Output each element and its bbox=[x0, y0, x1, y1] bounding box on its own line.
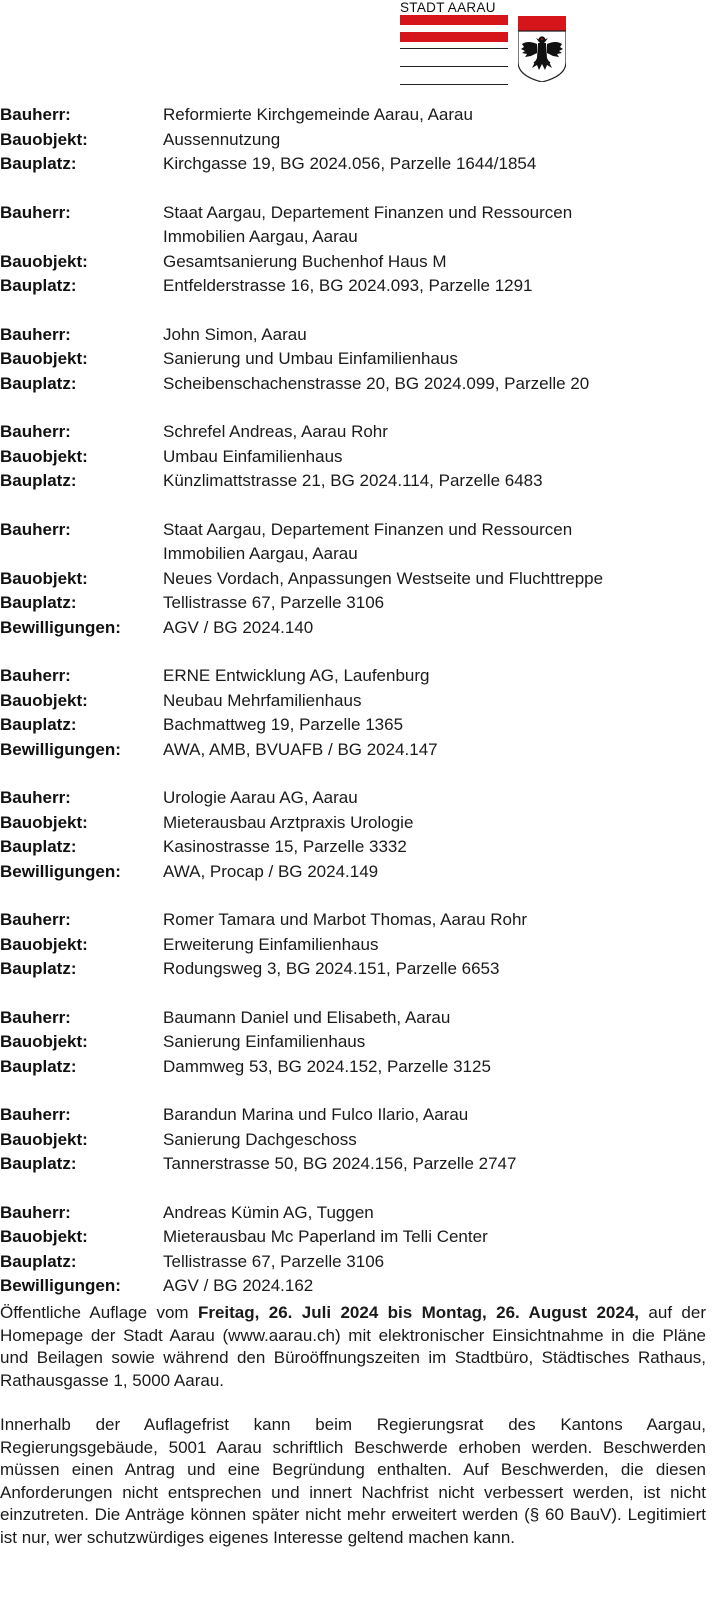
logo-rule-1 bbox=[400, 48, 508, 49]
notice-intro: Öffentliche Auflage vom bbox=[0, 1303, 198, 1322]
bewilligungen-value: AWA, Procap / BG 2024.149 bbox=[163, 861, 379, 881]
bauobjekt-label: Bauobjekt: bbox=[0, 934, 88, 954]
bauherr-label: Bauherr: bbox=[0, 519, 71, 539]
notice-details: auf der Homepage der Stadt Aarau (www.aarau.ch) mit elektronischer Einsichtnahme in die Pläne und Beilagen sowie während den Büroöffnungszeiten im Stadtbüro, Städtisches Rathaus, Rathausgasse 1, 5000 Aarau. bbox=[0, 1303, 706, 1390]
bewilligungen-value: AWA, AMB, BVUAFB / BG 2024.147 bbox=[163, 739, 438, 759]
appeal-paragraph: Innerhalb der Auflagefrist kann beim Regierungsrat des Kantons Aargau, Regierungsgebäude, 5001 Aarau schriftlich Beschwerde erhoben werden. Beschwerden müssen einen Antrag und eine Begründung enthalten. Auf Beschwerden, die diesen Anforderungen nicht entsprechen und innert Nachfrist nicht verbessert werden, ist nicht einzutreten. Die Anträge können später nicht mehr erweitert werden (§ 60 BauV). Legitimiert ist nur, wer schutzwürdiges eigenes Interesse geltend machen kann. bbox=[0, 1415, 706, 1547]
bauobjekt-value: Neubau Mehrfamilienhaus bbox=[163, 690, 362, 710]
bauherr-value: Barandun Marina und Fulco Ilario, Aarau bbox=[163, 1105, 469, 1124]
bauherr-label: Bauherr: bbox=[0, 422, 71, 441]
bauherr-label: Bauherr: bbox=[0, 202, 71, 222]
bauherr-value: John Simon, Aarau bbox=[163, 324, 307, 344]
bauobjekt-value: Sanierung Dachgeschoss bbox=[163, 1129, 357, 1149]
bauplatz-label: Bauplatz: bbox=[0, 837, 77, 856]
bauherr-value: Schrefel Andreas, Aarau Rohr bbox=[163, 422, 388, 441]
permit-entry bbox=[0, 908, 719, 982]
bauobjekt-label: Bauobjekt: bbox=[0, 568, 88, 588]
bauplatz-value: Dammweg 53, BG 2024.152, Parzelle 3125 bbox=[163, 1056, 491, 1076]
bauplatz-label: Bauplatz: bbox=[0, 276, 77, 295]
permit-entry bbox=[0, 786, 719, 884]
bauherr-label: Bauherr: bbox=[0, 324, 71, 344]
aarau-eagle-coat-of-arms-icon bbox=[518, 16, 566, 82]
bauplatz-label: Bauplatz: bbox=[0, 959, 77, 978]
permit-entry bbox=[0, 201, 719, 299]
bauherr-value: Andreas Kümin AG, Tuggen bbox=[163, 1202, 374, 1222]
bauherr-label: Bauherr: bbox=[0, 105, 71, 124]
notice-section bbox=[0, 1302, 706, 1571]
bauobjekt-label: Bauobjekt: bbox=[0, 1032, 88, 1051]
bauherr-value: Urologie Aarau AG, Aarau bbox=[163, 788, 358, 807]
permit-entry bbox=[0, 1006, 719, 1080]
bauplatz-label: Bauplatz: bbox=[0, 471, 77, 490]
logo-rule-3 bbox=[400, 84, 508, 85]
bauherr-value: Staat Aargau, Departement Finanzen und Ressourcen bbox=[163, 519, 573, 539]
bauobjekt-value: Neues Vordach, Anpassungen Westseite und Fluchttreppe bbox=[163, 568, 604, 588]
bauherr-label: Bauherr: bbox=[0, 910, 71, 929]
bauplatz-value: Tellistrasse 67, Parzelle 3106 bbox=[163, 593, 385, 612]
logo-rule-2 bbox=[400, 66, 508, 67]
bauplatz-value: Künzlimattstrasse 21, BG 2024.114, Parzelle 6483 bbox=[163, 471, 543, 490]
permit-entry bbox=[0, 1201, 719, 1299]
permit-entry bbox=[0, 1103, 719, 1177]
public-display-paragraph bbox=[0, 1302, 706, 1392]
bewilligungen-label: Bewilligungen: bbox=[0, 861, 121, 881]
bewilligungen-value: AGV / BG 2024.162 bbox=[163, 1276, 314, 1295]
bauplatz-value: Scheibenschachenstrasse 20, BG 2024.099, Parzelle 20 bbox=[163, 373, 590, 393]
bewilligungen-label: Bewilligungen: bbox=[0, 739, 121, 759]
bauplatz-value: Tellistrasse 67, Parzelle 3106 bbox=[163, 1251, 385, 1271]
bauobjekt-label: Bauobjekt: bbox=[0, 446, 88, 466]
bauobjekt-label: Bauobjekt: bbox=[0, 1227, 88, 1246]
bauplatz-value: Tannerstrasse 50, BG 2024.156, Parzelle 2747 bbox=[163, 1154, 517, 1173]
bauobjekt-label: Bauobjekt: bbox=[0, 812, 88, 832]
bauobjekt-label: Bauobjekt: bbox=[0, 251, 88, 271]
logo-red-bar-top bbox=[400, 15, 508, 25]
bewilligungen-label: Bewilligungen: bbox=[0, 617, 121, 637]
permit-entry bbox=[0, 664, 719, 762]
permit-entry bbox=[0, 323, 719, 397]
bauherr-value: Staat Aargau, Departement Finanzen und Ressourcen bbox=[163, 202, 573, 222]
bauobjekt-value: Mieterausbau Arztpraxis Urologie bbox=[163, 812, 414, 832]
bauplatz-label: Bauplatz: bbox=[0, 1056, 77, 1076]
bauherr-value: Reformierte Kirchgemeinde Aarau, Aarau bbox=[163, 105, 473, 124]
bauplatz-label: Bauplatz: bbox=[0, 715, 77, 734]
bauplatz-value: Rodungsweg 3, BG 2024.151, Parzelle 6653 bbox=[163, 959, 500, 978]
bauplatz-label: Bauplatz: bbox=[0, 1251, 77, 1271]
bauplatz-label: Bauplatz: bbox=[0, 373, 77, 393]
bauplatz-value: Bachmattweg 19, Parzelle 1365 bbox=[163, 715, 404, 734]
bauherr-label: Bauherr: bbox=[0, 1105, 71, 1124]
bewilligungen-value: AGV / BG 2024.140 bbox=[163, 617, 314, 637]
display-period: Freitag, 26. Juli 2024 bis Montag, 26. August 2024, bbox=[197, 1303, 640, 1322]
bauherr-value: ERNE Entwicklung AG, Laufenburg bbox=[163, 666, 430, 685]
bauobjekt-value: Gesamtsanierung Buchenhof Haus M bbox=[163, 251, 447, 271]
bauobjekt-label: Bauobjekt: bbox=[0, 129, 88, 149]
bauherr-value-continued: Immobilien Aargau, Aarau bbox=[163, 227, 358, 246]
stadt-aarau-logo bbox=[400, 0, 570, 92]
permit-entry bbox=[0, 420, 719, 494]
bauobjekt-value: Sanierung und Umbau Einfamilienhaus bbox=[163, 349, 458, 368]
building-permit-list bbox=[0, 103, 719, 1323]
bauherr-value-continued: Immobilien Aargau, Aarau bbox=[163, 544, 358, 563]
logo-brand-text: STADT AARAU bbox=[400, 0, 496, 15]
bauherr-label: Bauherr: bbox=[0, 1007, 71, 1027]
bauobjekt-value: Mieterausbau Mc Paperland im Telli Center bbox=[163, 1227, 488, 1246]
bauobjekt-label: Bauobjekt: bbox=[0, 349, 88, 368]
bauplatz-label: Bauplatz: bbox=[0, 1154, 77, 1173]
bauobjekt-label: Bauobjekt: bbox=[0, 1129, 88, 1149]
bauplatz-value: Entfelderstrasse 16, BG 2024.093, Parzelle 1291 bbox=[163, 276, 533, 295]
bauobjekt-value: Sanierung Einfamilienhaus bbox=[163, 1032, 366, 1051]
bauherr-value: Romer Tamara und Marbot Thomas, Aarau Rohr bbox=[163, 910, 528, 929]
permit-entry bbox=[0, 103, 719, 177]
bauherr-label: Bauherr: bbox=[0, 666, 71, 685]
bauplatz-value: Kirchgasse 19, BG 2024.056, Parzelle 1644/1854 bbox=[163, 154, 537, 173]
bauherr-value: Baumann Daniel und Elisabeth, Aarau bbox=[163, 1007, 451, 1027]
bauplatz-value: Kasinostrasse 15, Parzelle 3332 bbox=[163, 837, 407, 856]
bauobjekt-label: Bauobjekt: bbox=[0, 690, 88, 710]
bauherr-label: Bauherr: bbox=[0, 788, 71, 807]
bauherr-label: Bauherr: bbox=[0, 1202, 71, 1222]
permit-entry bbox=[0, 518, 719, 641]
bauobjekt-value: Erweiterung Einfamilienhaus bbox=[163, 934, 379, 954]
logo-red-bar-middle bbox=[400, 32, 508, 42]
bauobjekt-value: Aussennutzung bbox=[163, 129, 281, 149]
bewilligungen-label: Bewilligungen: bbox=[0, 1276, 121, 1295]
bauobjekt-value: Umbau Einfamilienhaus bbox=[163, 446, 343, 466]
bauplatz-label: Bauplatz: bbox=[0, 593, 77, 612]
bauplatz-label: Bauplatz: bbox=[0, 154, 77, 173]
